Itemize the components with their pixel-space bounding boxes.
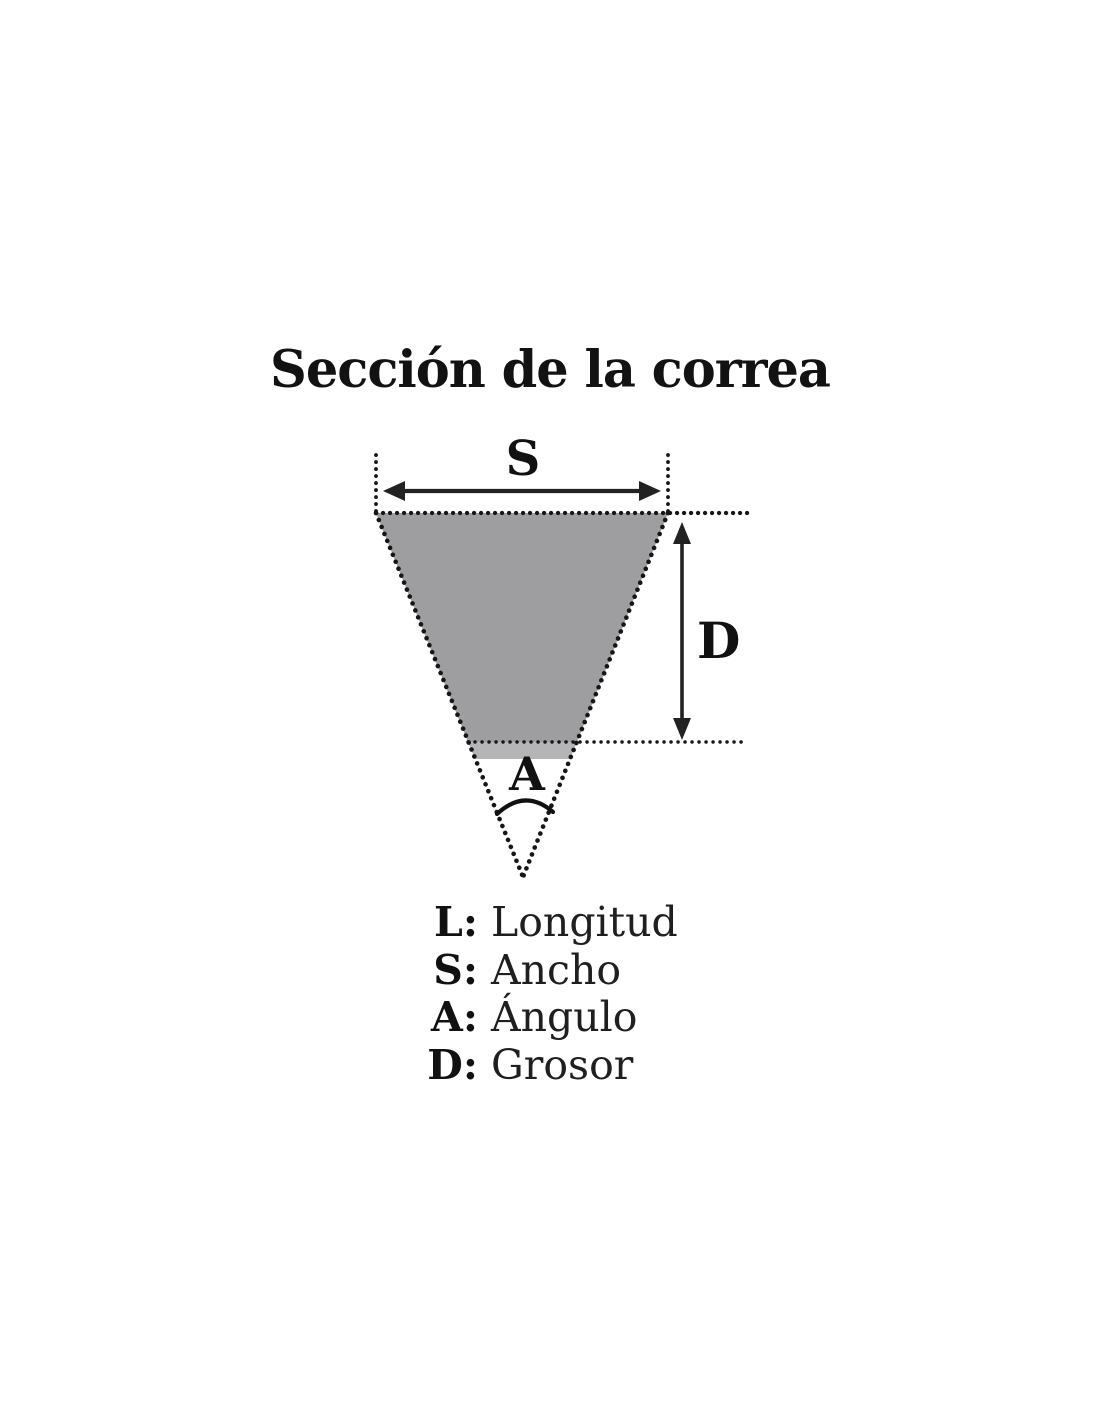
legend-key: L:: [434, 898, 478, 946]
depth-label: D: [697, 611, 741, 670]
legend: [380, 899, 678, 1089]
legend-value: Ancho: [491, 945, 622, 994]
legend-key: D:: [427, 1040, 478, 1089]
arrowhead-down-icon: [673, 718, 691, 740]
arrowhead-up-icon: [673, 522, 691, 544]
legend-item-length: [380, 899, 678, 947]
legend-value: Longitud: [491, 898, 678, 946]
legend-item-width: [380, 947, 678, 995]
legend-value: Ángulo: [491, 993, 638, 1041]
angle-arc: [497, 800, 553, 814]
legend-key: A:: [431, 993, 478, 1041]
legend-key: S:: [433, 945, 478, 994]
page-title: Sección de la correa: [270, 340, 830, 400]
legend-item-angle: [380, 994, 678, 1042]
width-label: S: [505, 431, 541, 487]
legend-value: Grosor: [491, 1040, 634, 1089]
legend-item-thickness: [380, 1042, 678, 1090]
arrowhead-left-icon: [383, 481, 405, 501]
angle-label: A: [509, 747, 545, 801]
depth-dimension-arrow: [673, 522, 691, 740]
arrowhead-right-icon: [639, 481, 661, 501]
belt-cross-section-shape: [376, 513, 668, 742]
